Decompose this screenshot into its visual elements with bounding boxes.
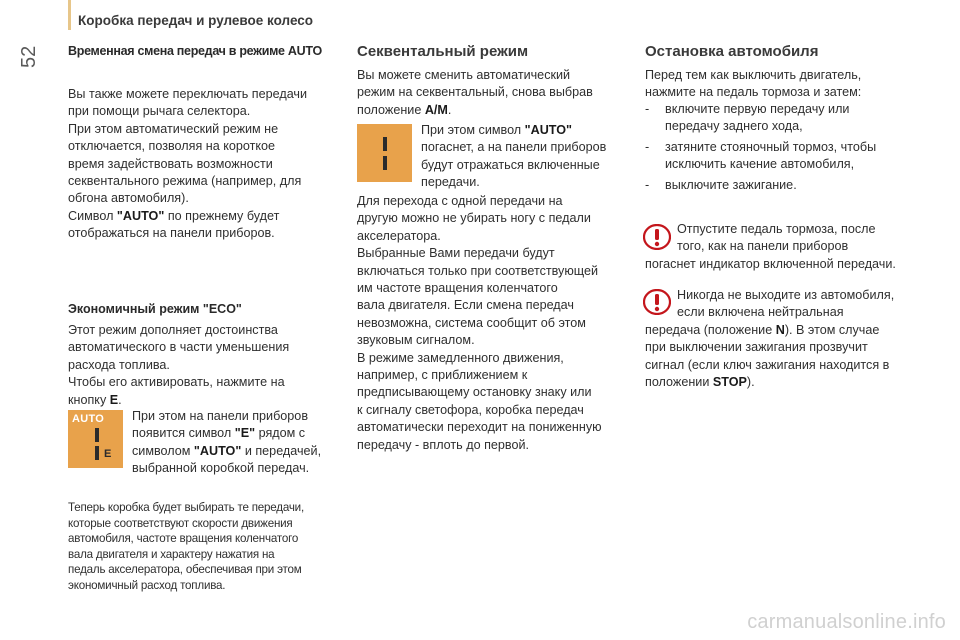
text-line: передача (положение N). В этом случае: [645, 322, 880, 337]
gear-segment-bottom: [383, 156, 387, 170]
auto-label: AUTO: [72, 413, 105, 425]
text-line: педаль акселератора, обеспечивая при этом: [68, 563, 302, 577]
text-line: погаснет, а на панели приборов: [421, 140, 607, 155]
text-line: при помощи рычага селектора.: [68, 104, 251, 119]
text-line: Вы можете сменить автоматический: [357, 68, 571, 82]
sequential-mode-body: [357, 193, 632, 454]
text-line: положении STOP).: [645, 375, 755, 390]
stopping-intro: [645, 67, 925, 102]
sequential-mode-intro: [357, 67, 627, 119]
text-line: акселератора.: [357, 228, 441, 243]
text-line: Выбранные Вами передачи будут: [357, 246, 555, 261]
text-line: положение A/M.: [357, 102, 452, 117]
auto-eco-gear-display-icon: [68, 410, 123, 468]
gear-segment-top: [383, 137, 387, 151]
list-item: - выключите зажигание.: [645, 177, 797, 192]
text-line: вала двигателя. Если смена передач: [357, 298, 574, 313]
text-line: автоматического в части уменьшения: [68, 340, 290, 355]
text-line: При этом на панели приборов: [132, 409, 309, 423]
text-line: при выключении зажигания прозвучит: [645, 340, 868, 355]
text-line: Вы также можете переключать передачи: [68, 87, 308, 101]
text-line: Чтобы его активировать, нажмите на: [68, 375, 285, 390]
text-line: нажмите на педаль тормоза и затем:: [645, 85, 862, 100]
text-line: выбранной коробкой передач.: [132, 461, 310, 476]
gear-segment-bottom: [95, 446, 99, 460]
watermark: carmanualsonline.info: [747, 611, 946, 633]
text-line: передачу - вплоть до первой.: [357, 437, 530, 452]
text-line: Никогда не выходите из автомобиля,: [677, 288, 895, 302]
text-line: звуковым сигналом.: [357, 333, 475, 348]
section-eco-mode-text: [68, 322, 338, 409]
text-line: включаться только при соответствующей: [357, 263, 599, 278]
eco-icon-note: [132, 408, 342, 478]
sequential-icon-note: [421, 122, 631, 192]
warning-neutral-gear: [645, 287, 935, 391]
header-accent-bar: [68, 0, 71, 30]
text-line: передачи.: [421, 175, 480, 190]
text-line: Этот режим дополняет достоинства: [68, 323, 278, 337]
text-line: При этом автоматический режим не: [68, 121, 279, 136]
eco-label: E: [104, 448, 112, 460]
text-line: символом "AUTO" и передачей,: [132, 443, 322, 458]
list-item: - включите первую передачу или передачу заднего хода,: [645, 102, 850, 134]
text-line: экономичный расход топлива.: [68, 578, 226, 592]
text-line: Перед тем как выключить двигатель,: [645, 68, 862, 82]
text-line: появится символ "E" рядом с: [132, 426, 306, 441]
text-line: которые соответствуют скорости движения: [68, 516, 293, 530]
page-header-title: Коробка передач и рулевое колесо: [78, 13, 314, 28]
text-line: вала двигателя и характеру нажатия на: [68, 547, 275, 561]
text-line: того, как на панели приборов: [677, 239, 849, 254]
sequential-gear-display-icon: [357, 124, 412, 182]
text-line: например, с приближением к: [357, 368, 528, 383]
text-line: обгона автомобиля).: [68, 191, 189, 206]
text-line: Символ "AUTO" по прежнему будет: [68, 208, 280, 223]
text-line: отключается, позволяя на короткое: [68, 139, 276, 154]
text-line: расхода топлива.: [68, 357, 170, 372]
text-line: им частоте вращения коленчатого: [357, 281, 558, 296]
text-line: автоматически переходит на пониженную: [357, 420, 602, 435]
text-line: В режиме замедленного движения,: [357, 350, 564, 365]
page-number: 52: [18, 45, 40, 68]
warning-release-brake: [645, 221, 935, 273]
section-title-eco-mode: Экономичный режим "ECO": [68, 302, 242, 316]
list-item: - затяните стояночный тормоз, чтобы исключить качение автомобиля,: [645, 139, 877, 172]
text-line: режим на секвентальный, снова выбрав: [357, 85, 593, 100]
text-line: будут отражаться включенные: [421, 157, 600, 172]
text-line: к сигналу светофора, коробка передач: [357, 402, 584, 417]
stopping-bullet-list: [645, 101, 935, 194]
text-line: кнопку E.: [68, 392, 122, 407]
text-line: невозможна, система сообщит об этом: [357, 315, 586, 330]
section-title-temporary-gear-change: Временная смена передач в режиме AUTO: [68, 44, 322, 58]
text-line: Отпустите педаль тормоза, после: [677, 222, 876, 236]
section-temporary-gear-change-text: [68, 86, 338, 243]
text-line: При этом символ "AUTO": [421, 123, 573, 137]
text-line: Теперь коробка будет выбирать те передачи,: [68, 501, 304, 514]
text-line: Для перехода с одной передачи на: [357, 194, 563, 208]
text-line: автомобиля, частоте вращения коленчатого: [68, 532, 299, 546]
section-title-stopping-vehicle: Остановка автомобиля: [645, 43, 819, 60]
gear-segment-top: [95, 428, 99, 442]
text-line: если включена нейтральная: [677, 305, 844, 320]
section-title-sequential-mode: Секвентальный режим: [357, 43, 529, 60]
text-line: другую можно не убирать ногу с педали: [357, 211, 591, 226]
text-line: отображаться на панели приборов.: [68, 226, 275, 241]
text-line: время задействовать возможности: [68, 156, 273, 171]
text-line: предписывающему остановку знаку или: [357, 385, 592, 400]
eco-mode-summary-text: [68, 500, 343, 594]
text-line: секвентального режима (например, для: [68, 174, 302, 189]
text-line: погаснет индикатор включенной передачи.: [645, 256, 896, 271]
text-line: сигнал (если ключ зажигания находится в: [645, 357, 890, 372]
